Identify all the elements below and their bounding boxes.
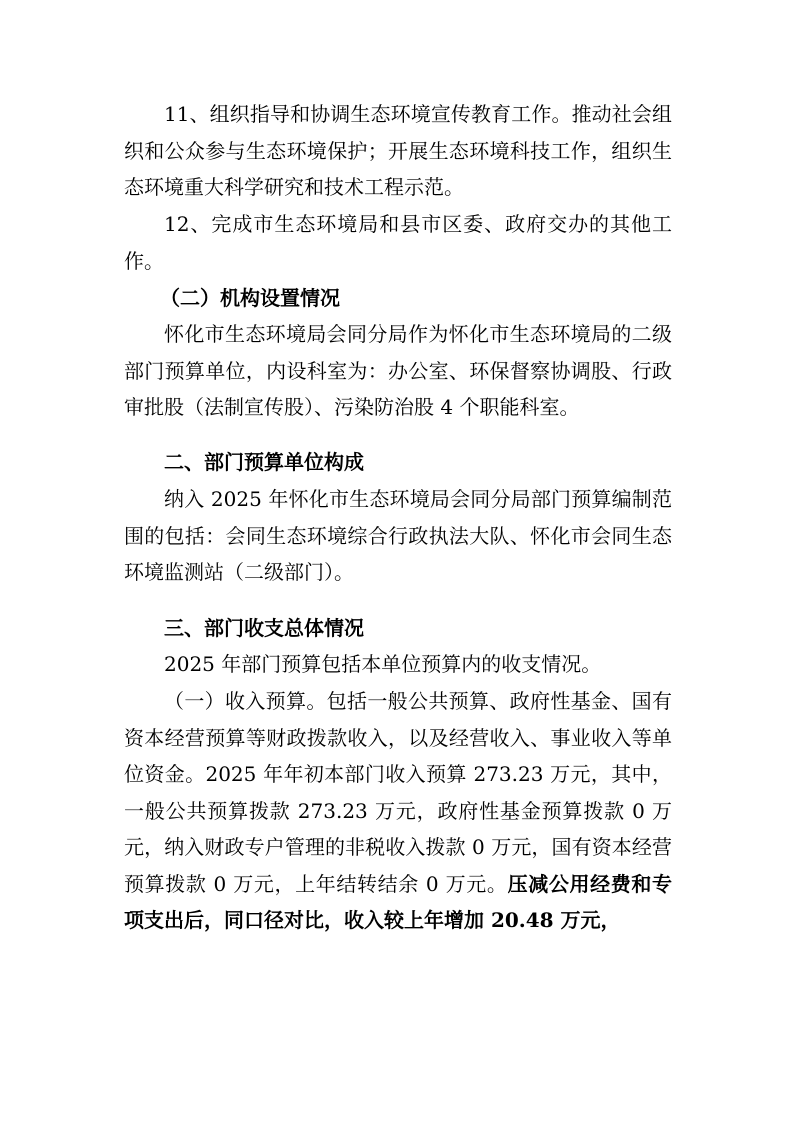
paragraph-institution-setup: 怀化市生态环境局会同分局作为怀化市生态环境局的二级部门预算单位，内设科室为：办公室、环保督察协调股、行政审批股（法制宣传股）、污染防治股 4 个职能科室。	[124, 322, 672, 419]
revenue-budget-text: （一）收入预算。包括一般公共预算、政府性基金、国有资本经营预算等财政拨款收入，以及经营收入、事业收入等单位资金。2025 年年初本部门收入预算 273.23 万元，其中，一般公共预算拨款 273.23 万元，政府性基金预算拨款 0 万元，纳入财政专户管理的非税收入拨款 0 万元，国有资本经营预算拨款 0 万元，上年结转结余 0 万元。	[124, 689, 672, 896]
revenue-budget-bold-text: 压减公用经费和专项支出后，同口径对比，收入较上年增加 20.48 万元，	[124, 871, 672, 932]
paragraph-revenue-budget	[124, 683, 672, 939]
paragraph-revenue-expenditure-overview: 2025 年部门预算包括本单位预算内的收支情况。	[164, 652, 602, 676]
heading-institution-setup: （二）机构设置情况	[160, 286, 340, 310]
paragraph-item-11: 11、组织指导和协调生态环境宣传教育工作。推动社会组织和公众参与生态环境保护；开展生态环境科技工作，组织生态环境重大科学研究和技术工程示范。	[124, 102, 672, 199]
heading-revenue-expenditure-overview: 三、部门收支总体情况	[164, 616, 364, 640]
paragraph-item-12: 12、完成市生态环境局和县市区委、政府交办的其他工作。	[124, 212, 672, 273]
heading-budget-unit-composition: 二、部门预算单位构成	[164, 450, 364, 474]
paragraph-budget-unit-composition: 纳入 2025 年怀化市生态环境局会同分局部门预算编制范围的包括：会同生态环境综合行政执法大队、怀化市会同生态环境监测站（二级部门）。	[124, 487, 672, 584]
